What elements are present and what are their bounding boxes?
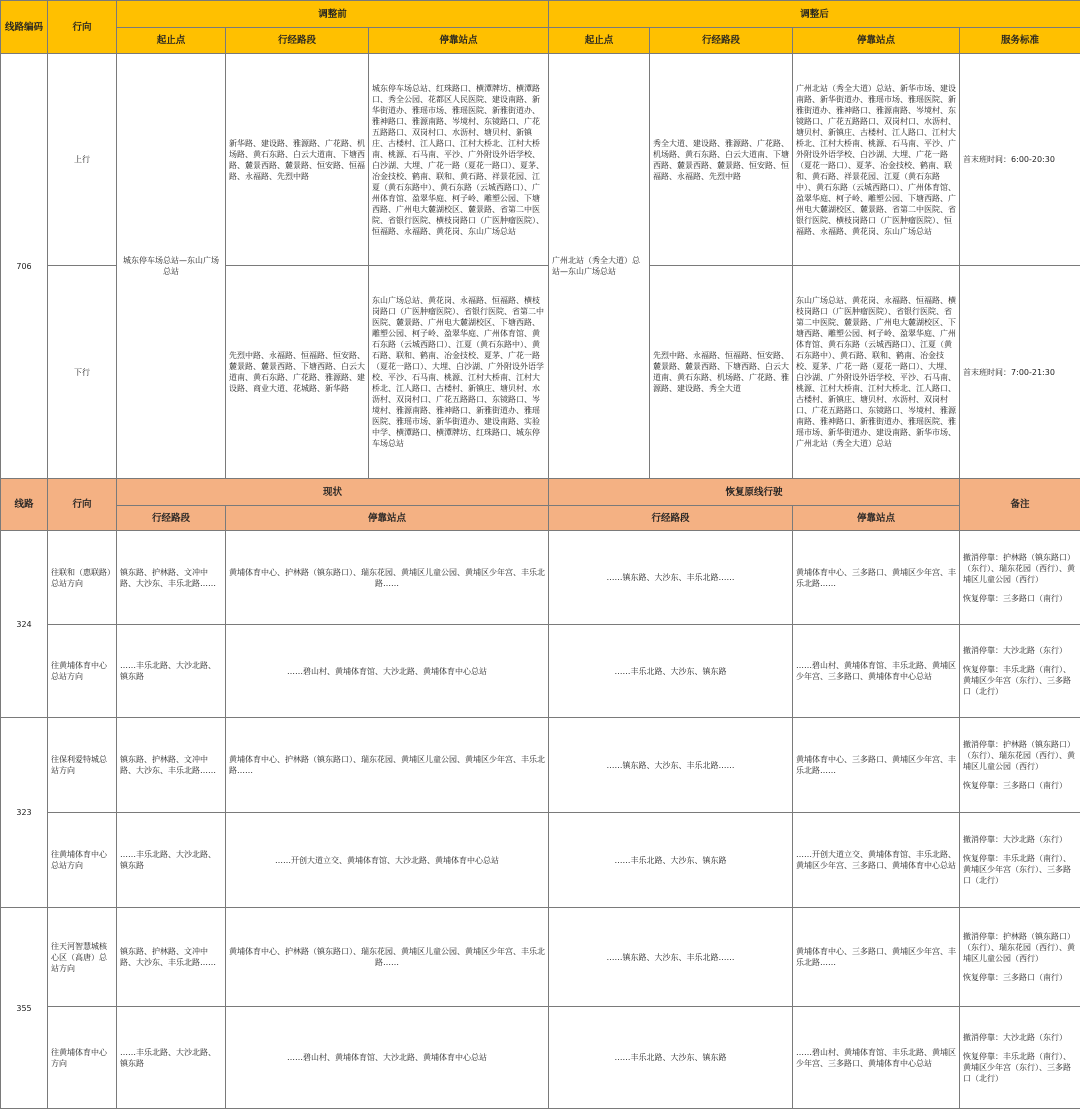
- remark-restored: 恢复停靠：丰乐北路（南行）、黄埔区少年宫（东行）、三多路口（北行）: [963, 1051, 1077, 1084]
- direction-cell: 往天河智慧城核心区（高唐）总站方向: [48, 908, 117, 1007]
- header-current-segments: 行经路段: [117, 506, 226, 531]
- remark-removed: 撤消停靠：护林路（镇东路口）（东行）、瑞东花园（西行）、黄埔区儿童公园（西行）: [963, 931, 1077, 964]
- table-row: [1, 718, 1080, 813]
- remark-removed: 撤消停靠：护林路（镇东路口）（东行）、瑞东花园（西行）、黄埔区儿童公园（西行）: [963, 739, 1077, 772]
- header-after: 调整后: [549, 1, 1080, 28]
- header-service: 服务标准: [960, 28, 1080, 54]
- restore-segments: ……丰乐北路、大沙东、镇东路: [549, 1007, 793, 1109]
- table-row: [1, 908, 1080, 1007]
- direction-cell: 往联和（惠联路）总站方向: [48, 531, 117, 625]
- header-restore-stops: 停靠站点: [793, 506, 960, 531]
- current-segments: 镇东路、护林路、文冲中路、大沙东、丰乐北路……: [117, 531, 226, 625]
- header-current-stops: 停靠站点: [226, 506, 549, 531]
- header-before: 调整前: [117, 1, 549, 28]
- remarks-cell: [960, 531, 1080, 625]
- table-row: [1, 625, 1080, 718]
- direction-cell: 往保利爱特城总站方向: [48, 718, 117, 813]
- remark-restored: 恢复停靠：丰乐北路（南行）、黄埔区少年宫（东行）、三多路口（北行）: [963, 664, 1077, 697]
- after-stops: 东山广场总站、黄花岗、永福路、恒福路、横枝岗路口（广医肿瘤医院）、省银行医院、省第二中医院、麓景路、广州电大麓湖校区、下塘西路、雕塑公园、柯子岭、盈翠华庭、广州体育馆、黄石东路（云城西路口）、江夏（黄石东路中）、黄石路、联和、鹤南、冶金技校、夏茅、广花一路（夏花一路口）、大埋、白沙湖、广外附设外语学校、平沙、石马南、桃源、江村大桥南、江村大桥北、江人路口、古楼村、新镇庄、塘贝村、水沥村、双岗村口、广花五路路口、东镜路口、岑境村、雅源南路、雅神路口、新雅街道办、雅瑶医院、雅瑶市场、新华街道办、建设南路、新华市场、广州北站（秀全大道）总站: [793, 266, 960, 479]
- before-terminals: 城东停车场总站—东山广场总站: [117, 54, 226, 479]
- route-number: 706: [1, 54, 48, 479]
- restore-stops: ……开创大道立交、黄埔体育馆、丰乐北路、黄埔区少年宫、三多路口、黄埔体育中心总站: [793, 813, 960, 908]
- header-restore-segments: 行经路段: [549, 506, 793, 531]
- remarks-cell: [960, 625, 1080, 718]
- after-terminals: 广州北站（秀全大道）总站—东山广场总站: [549, 54, 650, 479]
- direction-cell: 往黄埔体育中心方向: [48, 1007, 117, 1109]
- header-current: 现状: [117, 479, 549, 506]
- after-segments: 秀全大道、建设路、雅源路、广花路、机场路、黄石东路、白云大道南、下塘西路、麓景西路、麓景路、恒安路、恒福路、永福路、先烈中路: [650, 54, 793, 266]
- current-stops: ……开创大道立交、黄埔体育馆、大沙北路、黄埔体育中心总站: [226, 813, 549, 908]
- remarks-cell: [960, 718, 1080, 813]
- current-segments: 镇东路、护林路、文冲中路、大沙东、丰乐北路……: [117, 908, 226, 1007]
- remarks-cell: [960, 1007, 1080, 1109]
- restore-stops: 黄埔体育中心、三多路口、黄埔区少年宫、丰乐北路……: [793, 718, 960, 813]
- header-route: 线路: [1, 479, 48, 531]
- service-standard: 首末班时间：6:00-20:30: [960, 54, 1080, 266]
- header-route-no: 线路编码: [1, 1, 48, 54]
- header-remarks: 备注: [960, 479, 1080, 531]
- route-706-table: [0, 0, 1080, 479]
- table-row: [1, 1007, 1080, 1109]
- remark-restored: 恢复停靠：三多路口（南行）: [963, 593, 1077, 604]
- after-segments: 先烈中路、永福路、恒福路、恒安路、麓景路、麓景西路、下塘西路、白云大道南、黄石东路、机场路、广花路、雅源路、建设路、秀全大道: [650, 266, 793, 479]
- header-before-stops: 停靠站点: [369, 28, 549, 54]
- current-stops: 黄埔体育中心、护林路（镇东路口）、瑞东花园、黄埔区儿童公园、黄埔区少年宫、丰乐北路……: [226, 718, 549, 813]
- restore-segments: ……镇东路、大沙东、丰乐北路……: [549, 531, 793, 625]
- remark-restored: 恢复停靠：丰乐北路（南行）、黄埔区少年宫（东行）、三多路口（北行）: [963, 853, 1077, 886]
- direction-cell: 上行: [48, 54, 117, 266]
- header-direction: 行向: [48, 1, 117, 54]
- current-segments: ……丰乐北路、大沙北路、镇东路: [117, 625, 226, 718]
- remark-removed: 撤消停靠：大沙北路（东行）: [963, 834, 1077, 845]
- remark-removed: 撤消停靠：护林路（镇东路口）（东行）、瑞东花园（西行）、黄埔区儿童公园（西行）: [963, 552, 1077, 585]
- route-number: 355: [1, 908, 48, 1109]
- restore-stops: ……碧山村、黄埔体育馆、丰乐北路、黄埔区少年宫、三多路口、黄埔体育中心总站: [793, 1007, 960, 1109]
- remarks-cell: [960, 813, 1080, 908]
- remark-restored: 恢复停靠：三多路口（南行）: [963, 972, 1077, 983]
- current-segments: 镇东路、护林路、文冲中路、大沙东、丰乐北路……: [117, 718, 226, 813]
- header-after-stops: 停靠站点: [793, 28, 960, 54]
- restore-segments: ……镇东路、大沙东、丰乐北路……: [549, 908, 793, 1007]
- current-stops: ……碧山村、黄埔体育馆、大沙北路、黄埔体育中心总站: [226, 625, 549, 718]
- direction-cell: 下行: [48, 266, 117, 479]
- header-direction: 行向: [48, 479, 117, 531]
- header-after-segments: 行经路段: [650, 28, 793, 54]
- route-number: 324: [1, 531, 48, 718]
- current-segments: ……丰乐北路、大沙北路、镇东路: [117, 813, 226, 908]
- before-stops: 城东停车场总站、红珠路口、横潭牌坊、横潭路口、秀全公园、花都区人民医院、建设南路、新华街道办、雅瑶市场、雅瑶医院、新雅街道办、雅神路口、雅源南路、岑境村、东镜路口、广花五路路口、双岗村口、水沥村、塘贝村、新镇庄、古楼村、江人路口、江村大桥北、江村大桥南、桃源、石马南、平沙、广外附设外语学校、白沙湖、大埋、广花一路（夏花一路口）、夏茅、冶金技校、鹤南、联和、黄石路、祥景花园、江夏（黄石东路中）、黄石东路（云城西路口）、广州体育馆、盈翠华庭、柯子岭、雕塑公园、下塘西路、广州电大麓湖校区、麓景路、省第二中医院、省银行医院、横枝岗路口（广医肿瘤医院）、恒福路、永福路、黄花岗、东山广场总站: [369, 54, 549, 266]
- after-stops: 广州北站（秀全大道）总站、新华市场、建设南路、新华街道办、雅瑶市场、雅瑶医院、新雅街道办、雅神路口、雅源南路、岑境村、东镜路口、广花五路路口、双岗村口、水沥村、塘贝村、新镇庄、古楼村、江人路口、江村大桥北、江村大桥南、桃源、石马南、平沙、广外附设外语学校、白沙湖、大埋、广花一路（夏花一路口）、夏茅、冶金技校、鹤南、联和、黄石路、祥景花园、江夏（黄石东路中）、黄石东路（云城西路口）、广州体育馆、盈翠华庭、柯子岭、雕塑公园、下塘西路、广州电大麓湖校区、麓景路、省第二中医院、省银行医院、横枝岗路口（广医肿瘤医院）、恒福路、永福路、黄花岗、东山广场总站: [793, 54, 960, 266]
- route-number: 323: [1, 718, 48, 908]
- header-after-terminals: 起止点: [549, 28, 650, 54]
- restore-segments: ……镇东路、大沙东、丰乐北路……: [549, 718, 793, 813]
- header-before-segments: 行经路段: [226, 28, 369, 54]
- restore-segments: ……丰乐北路、大沙东、镇东路: [549, 813, 793, 908]
- header-before-terminals: 起止点: [117, 28, 226, 54]
- remarks-cell: [960, 908, 1080, 1007]
- current-stops: 黄埔体育中心、护林路（镇东路口）、瑞东花园、黄埔区儿童公园、黄埔区少年宫、丰乐北路……: [226, 531, 549, 625]
- service-standard: 首末班时间：7:00-21:30: [960, 266, 1080, 479]
- routes-restore-table: [0, 478, 1080, 1109]
- remark-removed: 撤消停靠：大沙北路（东行）: [963, 1032, 1077, 1043]
- remark-removed: 撤消停靠：大沙北路（东行）: [963, 645, 1077, 656]
- before-segments: 先烈中路、永福路、恒福路、恒安路、麓景路、麓景西路、下塘西路、白云大道南、黄石东路、广花路、雅源路、建设路、商业大道、花城路、新华路: [226, 266, 369, 479]
- current-segments: ……丰乐北路、大沙北路、镇东路: [117, 1007, 226, 1109]
- restore-stops: 黄埔体育中心、三多路口、黄埔区少年宫、丰乐北路……: [793, 531, 960, 625]
- remark-restored: 恢复停靠：三多路口（南行）: [963, 780, 1077, 791]
- current-stops: 黄埔体育中心、护林路（镇东路口）、瑞东花园、黄埔区儿童公园、黄埔区少年宫、丰乐北路……: [226, 908, 549, 1007]
- table-row: [1, 531, 1080, 625]
- before-segments: 新华路、建设路、雅源路、广花路、机场路、黄石东路、白云大道南、下塘西路、麓景西路、麓景路、恒安路、恒福路、永福路、先烈中路: [226, 54, 369, 266]
- table-row: [1, 813, 1080, 908]
- before-stops: 东山广场总站、黄花岗、永福路、恒福路、横枝岗路口（广医肿瘤医院）、省银行医院、省第二中医院、麓景路、广州电大麓湖校区、下塘西路、雕塑公园、柯子岭、盈翠华庭、广州体育馆、黄石东路（云城西路口）、江夏（黄石东路中）、黄石路、联和、鹤南、冶金技校、夏茅、广花一路（夏花一路口）、大埋、白沙湖、广外附设外语学校、平沙、石马南、桃源、江村大桥南、江村大桥北、江人路口、古楼村、新镇庄、塘贝村、水沥村、双岗村口、广花五路路口、东镜路口、岑境村、雅源南路、雅神路口、新雅街道办、雅瑶医院、雅瑶市场、新华街道办、建设南路、实验中学、横潭路口、横潭牌坊、红珠路口、城东停车场总站: [369, 266, 549, 479]
- current-stops: ……碧山村、黄埔体育馆、大沙北路、黄埔体育中心总站: [226, 1007, 549, 1109]
- direction-cell: 往黄埔体育中心总站方向: [48, 813, 117, 908]
- restore-stops: 黄埔体育中心、三多路口、黄埔区少年宫、丰乐北路……: [793, 908, 960, 1007]
- direction-cell: 往黄埔体育中心总站方向: [48, 625, 117, 718]
- restore-segments: ……丰乐北路、大沙东、镇东路: [549, 625, 793, 718]
- header-restore: 恢复原线行驶: [549, 479, 960, 506]
- restore-stops: ……碧山村、黄埔体育馆、丰乐北路、黄埔区少年宫、三多路口、黄埔体育中心总站: [793, 625, 960, 718]
- table-row: [1, 54, 1080, 266]
